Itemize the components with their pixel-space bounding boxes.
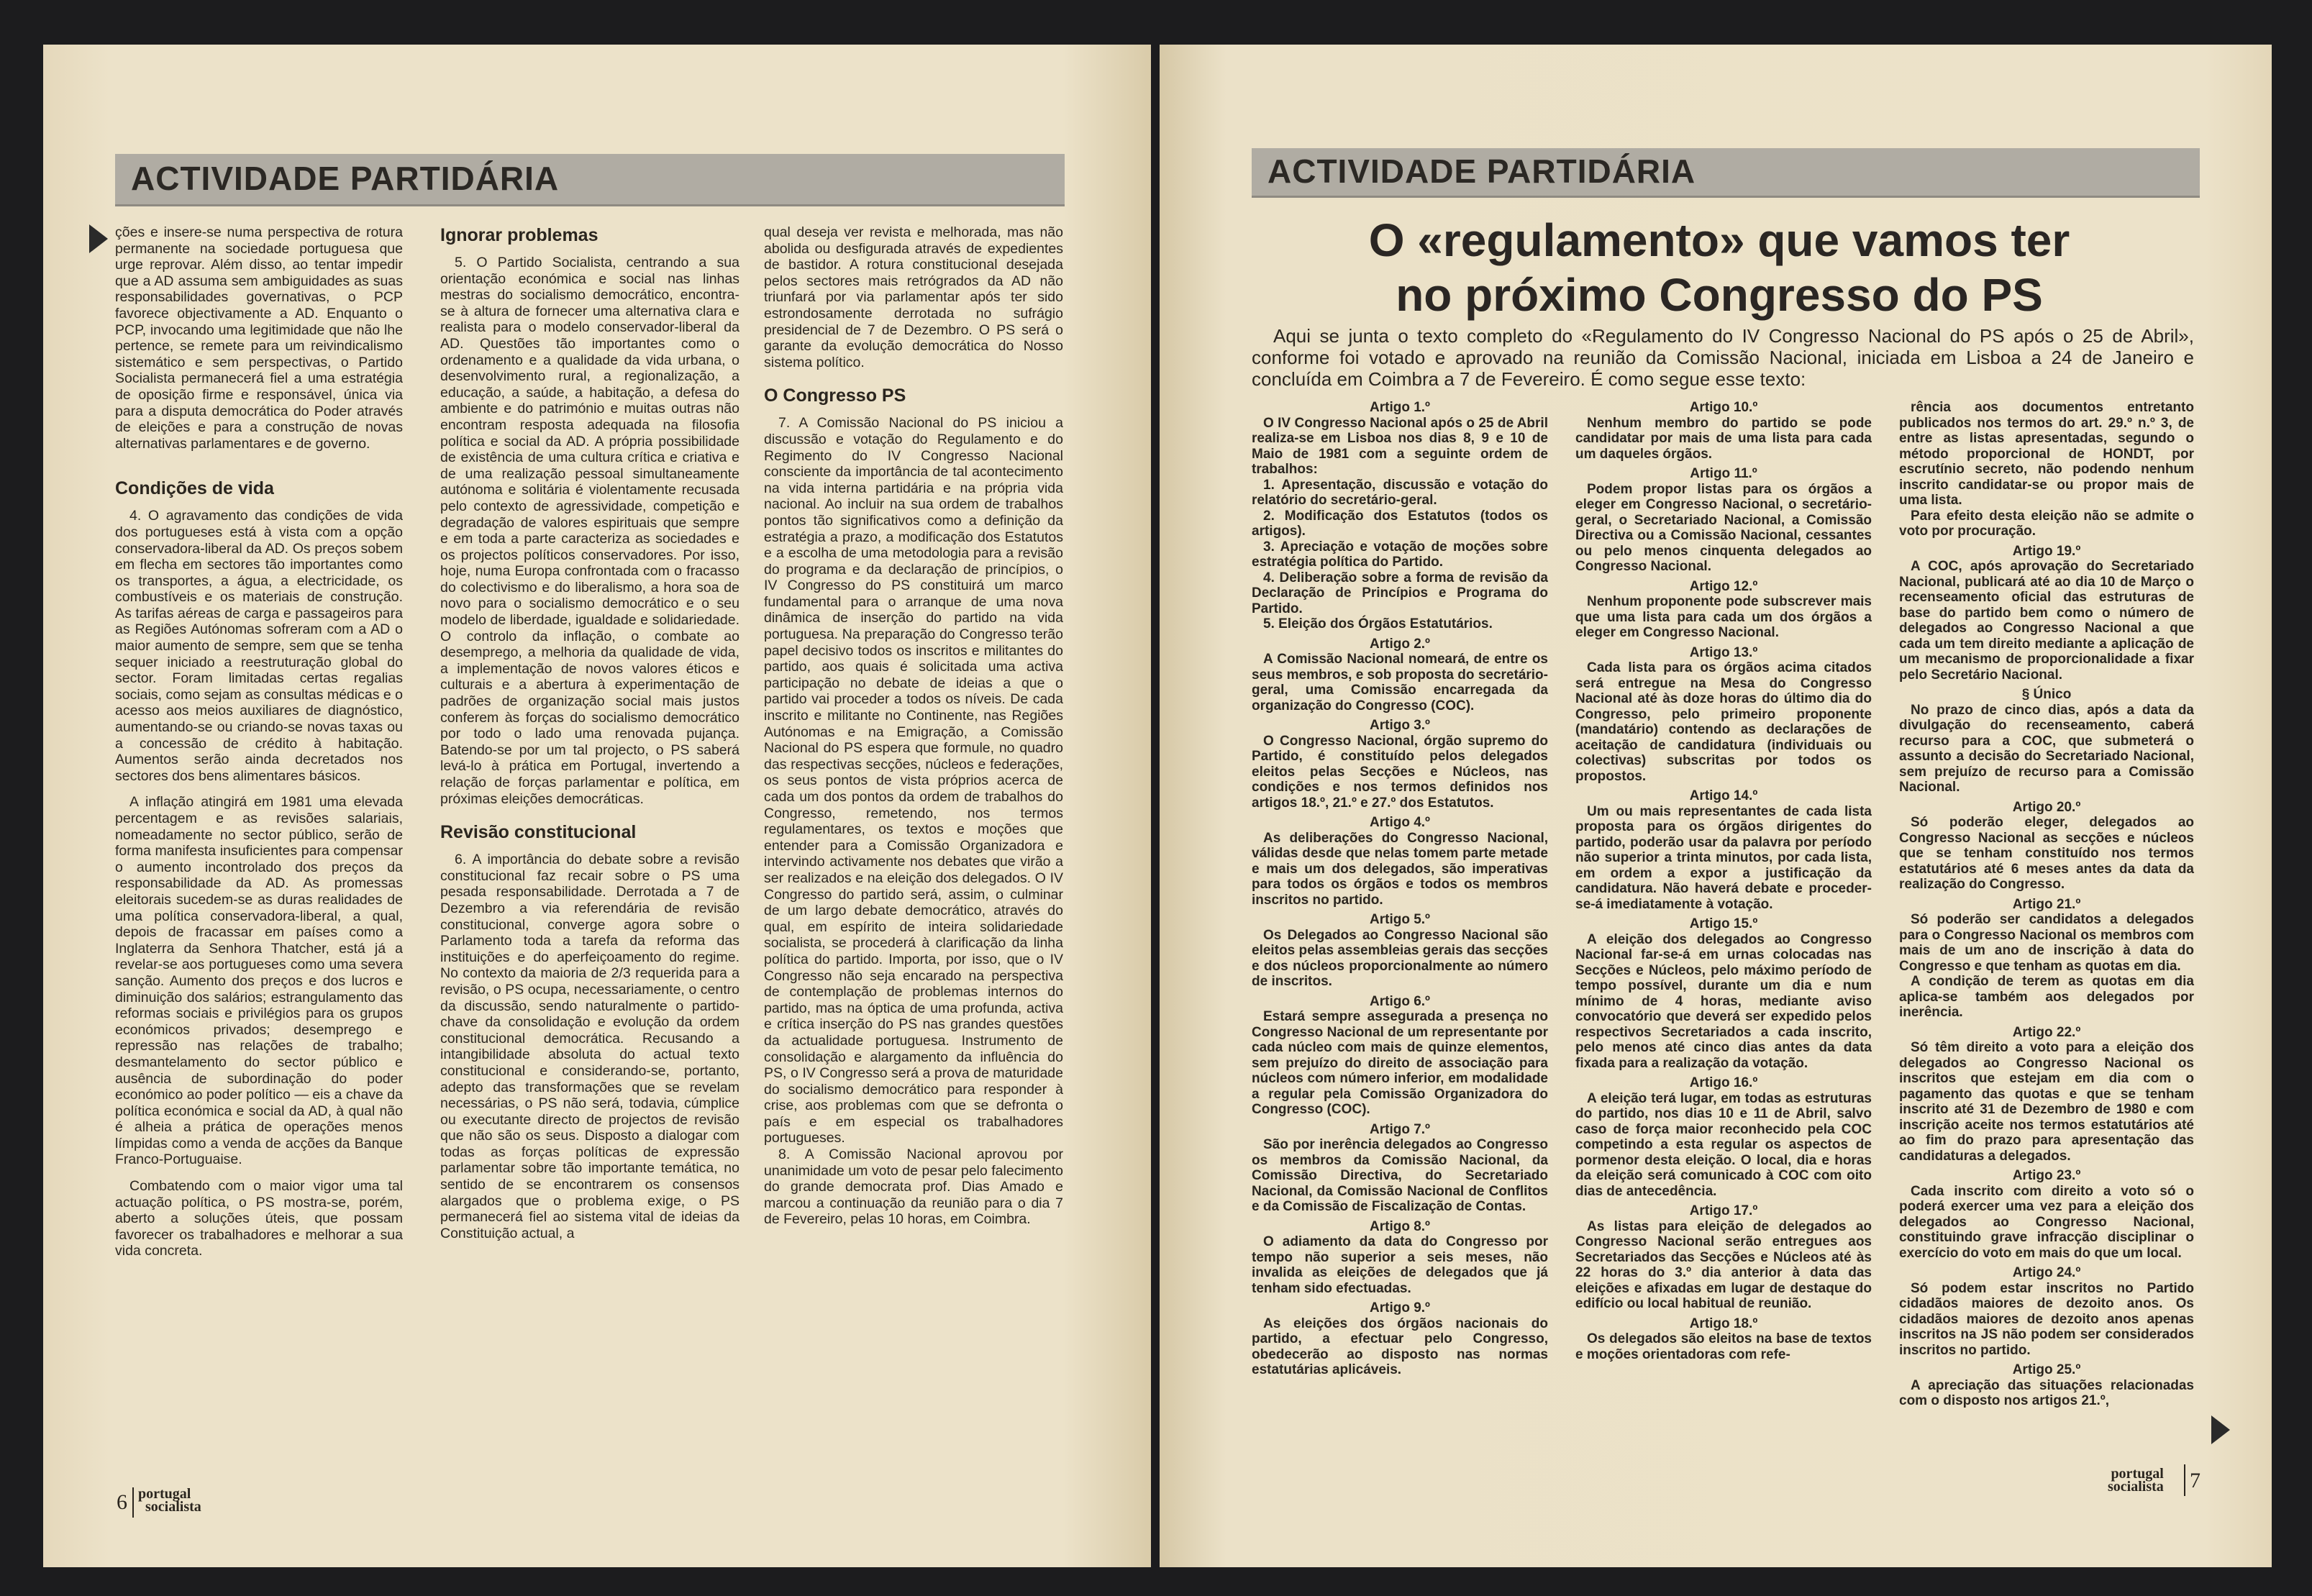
headline-line-1: O «regulamento» que vamos ter <box>1368 214 2070 266</box>
article-paragraph: As listas para eleição de delegados ao Congresso Nacional serão entregues aos Secretariados das Secções e Núcleos até às 22 horas do 3.º dia anterior à data das eleições e afixadas em lugar de destaque do edifício ou local habitual de reunião. <box>1575 1218 1872 1311</box>
intro-paragraph <box>1252 325 2194 390</box>
left-logo-rule <box>132 1487 134 1518</box>
left-col1-p2: 4. O agravamento das condições de vida dos portugueses está à vista com a opção conservadora-liberal da AD. Os preços sobem em flecha em sectores tão importantes como os transportes, a água, a electricidade, os combustíveis e os materiais de construção. As tarifas aéreas de carga e passageiros para as Regiões Autónomas sofreram com a AD o maior aumento de sempre, sem que se tenha sequer iniciado a reestruturação global do sector. Foram limitadas certas regalias sociais, como sejam as consultas médicas e o acesso aos meios auxiliares de diagnóstico, aumentando-se ou criando-se novas taxas ou a concessão de crédito à habitação. Aumentos serão ainda decretados nos sectores dos bens alimentares básicos. <box>115 508 403 784</box>
article-heading: Artigo 3.º <box>1370 718 1430 733</box>
article-heading: Artigo 21.º <box>2012 896 2081 912</box>
article-paragraph: Os Delegados ao Congresso Nacional são eleitos pelas assembleias gerais das secções e dos núcleos proporcionalmente ao número de inscritos. <box>1252 927 1548 989</box>
article-heading: Artigo 11.º <box>1690 466 1757 481</box>
article-heading: Artigo 12.º <box>1689 578 1758 594</box>
article-heading: Artigo 1.º <box>1370 400 1430 415</box>
article-heading: Artigo 24.º <box>2012 1265 2081 1280</box>
article-heading: Artigo 23.º <box>2012 1168 2081 1183</box>
article-heading: § Único <box>2021 687 2072 702</box>
left-logo-line2: socialista <box>145 1499 201 1515</box>
article-paragraph: As eleições dos órgãos nacionais do partido, a efectuar pelo Congresso, obedecerão ao disposto nas normas estatutárias aplicáveis. <box>1252 1315 1548 1377</box>
right-page-number: 7 <box>2190 1469 2201 1492</box>
article-paragraph: A eleição dos delegados ao Congresso Nacional far-se-á em urnas colocadas nas Secções e Núcleos, pelo máximo período de tempo possível, durante um dia e num mínimo de 4 horas, mediante aviso convocatório que deverá ser expedido pelos respectivos Secretariados a cada inscrito, pelo menos até cinco dias antes da data fixada para a realização da votação. <box>1575 931 1872 1071</box>
left-col3-subheading: O Congresso PS <box>764 386 906 406</box>
left-col1-p1: ções e insere-se numa perspectiva de rotura permanente na sociedade portuguesa que urge reprovar. Além disso, ao tentar impedir que a AD assuma sem ambiguidades as suas responsabilidades governativas, o PCP favorece objectivamente a AD. Enquanto o PCP, invocando uma legitimidade que não lhe pertence, se remete para um reivindicalismo sistemático e sem perspectivas, o Partido Socialista permanecerá fiel a uma estratégia de oposição firme e responsável, única via para a disputa democrática do Poder através de eleições e para a construção de novas alternativas parlamentares e de governo. <box>115 224 403 452</box>
article-paragraph: O Congresso Nacional, órgão supremo do Partido, é constituído pelos delegados eleitos pelas Secções e Núcleos, nas condições e nos termos definidos nos artigos 18.º, 21.º e 27.º dos Estatutos. <box>1252 733 1548 811</box>
right-logo-line1: portugal <box>2111 1466 2164 1482</box>
left-column-1 <box>115 224 403 1259</box>
article-heading: Artigo 25.º <box>2012 1362 2081 1377</box>
left-section-bar <box>115 154 1065 206</box>
right-section-bar <box>1252 148 2200 198</box>
article-heading: Artigo 22.º <box>2012 1024 2081 1040</box>
article-heading: Artigo 8.º <box>1370 1218 1430 1234</box>
article-paragraph: Nenhum proponente pode subscrever mais que uma lista para cada um dos órgãos a eleger em Congresso Nacional. <box>1575 594 1872 640</box>
article-heading: Artigo 17.º <box>1689 1203 1758 1218</box>
article-paragraph: As deliberações do Congresso Nacional, válidas desde que nelas tomem parte metade e mais um dos delegados, são imperativas para todos os órgãos e todos os membros inscritos no partido. <box>1252 830 1548 908</box>
article-paragraph: O adiamento da data do Congresso por tempo não superior a seis meses, não invalida as eleições de delegados que já tenham sido efectuadas. <box>1252 1234 1548 1296</box>
article-paragraph: Estará sempre assegurada a presença no Congresso Nacional de um representante por cada núcleo com mais de quinze elementos, sem prejuízo do direito de associação para núcleos com número inferior, em modalidade a regular pela Comissão Organizadora do Congresso (COC). <box>1252 1009 1548 1117</box>
left-logo-line1: portugal <box>138 1486 191 1502</box>
article-heading: Artigo 5.º <box>1370 912 1430 927</box>
article-paragraph: A Comissão Nacional nomeará, de entre os seus membros, e sob proposta do secretário-geral, uma Comissão encarregada da organização do Congresso (COC). <box>1252 652 1548 713</box>
article-paragraph: Cada inscrito com direito a voto só o poderá exercer uma vez para a eleição dos delegados ao Congresso Nacional, constituindo grave infracção disciplinar o exercício do voto em mais do que um local. <box>1899 1183 2194 1261</box>
intro-text: Aqui se junta o texto completo do «Regulamento do IV Congresso Nacional do PS após o 25 de Abril», conforme foi votado e aprovado na reunião da Comissão Nacional, iniciada em Lisboa a 24 de Janeiro e concluída em Coimbra a 7 de Fevereiro. É como segue esse texto: <box>1252 325 2194 390</box>
left-col2-subheading-2: Revisão constitucional <box>440 822 637 843</box>
article-heading: Artigo 14.º <box>1689 788 1758 803</box>
article-paragraph: Para efeito desta eleição não se admite o voto por procuração. <box>1899 508 2194 539</box>
article-heading: Artigo 20.º <box>2012 799 2081 815</box>
left-col1-p3: A inflação atingirá em 1981 uma elevada percentagem e as revisões salariais, nomeadamente no sector público, serão de forma manifesta insuficientes para compensar o aumento incontrolado dos preços da responsabilidade da AD. As promessas eleitorais sucedem-se as duras realidades de uma política conservadora-liberal, a qual, depois de fracassar em países como a Inglaterra da Senhora Thatcher, está já a revelar-se aos portugueses como uma severa sanção. Aumento dos preços e dos lucros e diminuição dos salários; estrangulamento das reformas sociais e privilégios para os grupos económicos privados; desemprego e repressão nas relações de trabalho; desmantelamento do sector público e ausência de subordinação do poder económico ao poder político — eis a chave da política económica e social da AD, à qual não é alheia a prática de operações menos límpidas como a venda de acções da Banque Franco-Portuguaise. <box>115 794 403 1168</box>
right-column-1 <box>1252 400 1548 1378</box>
article-paragraph: Só têm direito a voto para a eleição dos delegados ao Congresso Nacional os inscritos que estejam em dia com o pagamento das quotas e que se tenham inscrito até 31 de Dezembro de 1980 e com inscrição aceite nos termos estatutários até ao fim do prazo para apresentação das candidaturas a delegados. <box>1899 1040 2194 1164</box>
article-paragraph: 1. Apresentação, discussão e votação do relatório do secretário-geral. <box>1252 477 1548 508</box>
article-paragraph: A eleição terá lugar, em todas as estruturas do partido, nos dias 10 e 11 de Abril, salvo caso de força maior reconhecido pela COC competindo a esta regular os aspectos de pormenor desta eleição. O local, dia e horas da eleição será comunicado à COC com oito dias de antecedência. <box>1575 1090 1872 1199</box>
left-column-2 <box>440 224 739 1241</box>
article-paragraph: Cada lista para os órgãos acima citados será entregue na Mesa do Congresso Nacional até às doze horas do último dia do Congresso, pelo primeiro proponente (mandatário) contendo as declarações de aceitação de candidatura (individuais ou colectivas) subscritas por todos os propostos. <box>1575 660 1872 784</box>
triangle-right-icon <box>89 224 108 253</box>
headline-line-2: no próximo Congresso do PS <box>1396 269 2043 321</box>
left-col2-p1: 5. O Partido Socialista, centrando a sua orientação económica e social nas linhas mestras do socialismo democrático, encontra-se à altura de fornecer uma alternativa clara e realista para o modelo conservador-liberal da AD. Questões tão importantes como o ordenamento e a qualidade da vida urbana, o desenvolvimento rural, a regionalização, a educação, a saúde, a habitação, a defesa do ambiente e do património e muitas outras não encontram resposta adequada na filosofia política e social da AD. A própria possibilidade de existência de uma cultura crítica e criativa e de uma realização pessoal simultaneamente autónoma e solitária é violentamente recusada pelo contexto de agressividade, competição e degradação de valores espirituais que sempre e em toda a parte caracteriza as sociedades e os projectos políticos conservadores. Por isso, hoje, numa Europa confrontada com o fracasso do colectivismo e do liberalismo, a hora soa de novo para o socialismo democrático e o seu modelo de liberdade, igualdade e solidariedade. O controlo da inflação, o combate ao desemprego, a melhoria da qualidade de vida, a implementação de novos valores éticos e culturais e a abertura à experimentação de padrões de organização social mais justos conferem às forças do socialismo democrático por todo o lado uma renovada pujança. Batendo-se por um tal projecto, o PS saberá levá-lo à prática em Portugal, invertendo a relação de forças parlamentar e política, em próximas eleições democráticas. <box>440 255 739 807</box>
article-heading: Artigo 10.º <box>1689 400 1758 415</box>
article-paragraph: A COC, após aprovação do Secretariado Nacional, publicará até ao dia 10 de Março o recenseamento oficial das estruturas de base do partido bem como o número de delegados ao Congresso Nacional a que cada um tem direito mediante a aplicação de um mecanismo de proporcionalidade a fixar pelo Secretário Nacional. <box>1899 559 2194 683</box>
triangle-right-icon <box>2211 1415 2230 1444</box>
left-col1-p4: Combatendo com o maior vigor uma tal actuação política, o PS mostra-se, porém, aberto a soluções úteis, que possam favorecer os trabalhadores e melhorar a sua vida concreta. <box>115 1178 403 1259</box>
article-heading: Artigo 16.º <box>1689 1075 1758 1090</box>
left-col1-subheading: Condições de vida <box>115 478 274 499</box>
article-paragraph: A condição de terem as quotas em dia aplica-se também aos delegados por inerência. <box>1899 974 2194 1020</box>
left-column-3 <box>764 224 1063 1228</box>
article-paragraph: Um ou mais representantes de cada lista proposta para os órgãos dirigentes do partido, poderão usar da palavra por período não superior a trinta minutos, por cada lista, em ordem a expor a justificação da candidatura. Não haverá debate e proceder-se-á imediatamente à votação. <box>1575 803 1872 912</box>
article-heading: Artigo 6.º <box>1370 993 1430 1009</box>
article-paragraph: rência aos documentos entretanto publicados nos termos do art. 29.º n.º 3, de entre as listas apresentadas, segundo o método proporcional de HONDT, por escrutínio secreto, não podendo nenhum inscrito candidatar-se ou propor mais de uma lista. <box>1899 400 2194 508</box>
article-paragraph: 3. Apreciação e votação de moções sobre estratégia política do Partido. <box>1252 539 1548 570</box>
article-paragraph: Os delegados são eleitos na base de textos e moções orientadoras com refe- <box>1575 1331 1872 1362</box>
left-logo <box>138 1487 201 1513</box>
article-heading: Artigo 13.º <box>1689 644 1758 660</box>
article-paragraph: Podem propor listas para os órgãos a eleger em Congresso Nacional, o secretário-geral, o Secretariado Nacional, a Comissão Directiva ou a Comissão Nacional, cessantes ou pelo menos cinquenta delegados ao Congresso Nacional. <box>1575 481 1872 574</box>
left-col2-subheading-1: Ignorar problemas <box>440 225 599 245</box>
article-paragraph: 2. Modificação dos Estatutos (todos os artigos). <box>1252 508 1548 539</box>
article-paragraph: 5. Eleição dos Órgãos Estatutários. <box>1263 616 1493 631</box>
left-col3-p2: 7. A Comissão Nacional do PS iniciou a discussão e votação do Regulamento e do Regimento do IV Congresso Nacional consciente da importância de tal acontecimento na vida interna partidária e na própria vida nacional. Ao incluir na sua ordem de trabalhos pontos tão significativos como a definição da estratégia a prazo, a modificação dos Estatutos e a escolha de uma metodologia para a revisão do programa e da declaração de princípios, o IV Congresso do PS constituirá um marco fundamental para o arranque de uma nova dinâmica de inserção do partido na vida portuguesa. Na preparação do Congresso terão papel decisivo todos os inscritos e militantes do partido, aos quais é solicitada uma activa participação no debate de ideias a que o partido vai proceder a todos os níveis. De cada inscrito e militante no Continente, nas Regiões Autónomas e na Emigração, a Comissão Nacional do PS espera que formule, no quadro das respectivas secções, núcleos e federações, os seus pontos de vista próprios acerca de cada um dos pontos da ordem de trabalhos do Congresso, remetendo, nos termos regulamentares, os textos e moções que entender para a Comissão Organizadora e intervindo activamente nos debates que virão a ser realizados e na eleição dos delegados. O IV Congresso do partido será, assim, o culminar de um largo debate democrático, através do qual, em espírito de inteira solidariedade socialista, se procederá à clarificação da linha política do partido. Importa, por isso, que o IV Congresso não seja encarado na perspectiva de contemplação de problemas internos do partido, mas na óptica de uma profunda, activa e crítica inserção do PS nas grandes questões da actualidade portuguesa. Instrumento de consolidação e alargamento da influência do PS, o IV Congresso será a prova de maturidade do socialismo democrático para responder à crise, aos problemas com que se defronta o país e em especial os trabalhadores portugueses. <box>764 415 1063 1146</box>
article-heading: Artigo 19.º <box>2012 543 2081 559</box>
article-paragraph: O IV Congresso Nacional após o 25 de Abril realiza-se em Lisboa nos dias 8, 9 e 10 de Maio de 1981 com a seguinte ordem de trabalhos: <box>1252 415 1548 477</box>
right-section-title: ACTIVIDADE PARTIDÁRIA <box>1267 152 1696 190</box>
article-heading: Artigo 9.º <box>1370 1300 1430 1315</box>
left-col3-p1: qual deseja ver revista e melhorada, mas não abolida ou desfigurada através de expedientes de bastidor. A rotura constitucional desejada pelos sectores mais retrógrados da AD não triunfará por via parlamentar após ter sido estrondosamente derrotada no sufrágio presidencial de 7 de Dezembro. O PS será o garante da evolução democrática do Nosso sistema político. <box>764 224 1063 370</box>
left-page-number: 6 <box>117 1490 127 1514</box>
article-paragraph: 4. Deliberação sobre a forma de revisão da Declaração de Princípios e Programa do Partido. <box>1252 570 1548 616</box>
article-heading: Artigo 7.º <box>1370 1121 1430 1137</box>
article-paragraph: No prazo de cinco dias, após a data da divulgação do recenseamento, caberá recurso para a COC, que submeterá o assunto a decisão do Secretariado Nacional, sem prejuízo de recurso para a Comissão Nacional. <box>1899 702 2194 795</box>
article-paragraph: A apreciação das situações relacionadas com o disposto nos artigos 21.º, <box>1899 1377 2194 1408</box>
right-logo-rule <box>2184 1464 2185 1496</box>
article-paragraph: Só poderão eleger, delegados ao Congresso Nacional as secções e núcleos que se tenham constituído nos termos estatutários até 6 meses antes da data da realização do Congresso. <box>1899 815 2194 892</box>
right-logo-line2: socialista <box>2108 1479 2164 1495</box>
left-section-title: ACTIVIDADE PARTIDÁRIA <box>131 160 560 197</box>
left-col2-p2: 6. A importância do debate sobre a revisão constitucional faz recair sobre o PS uma pesada responsabilidade. Derrotada a 7 de Dezembro a via referendária de revisão constitucional, converge agora sobre o Parlamento toda a tarefa da reforma das instituições e do aperfeiçoamento do regime. No contexto da maioria de 2/3 requerida para a revisão, o PS ocupa, necessariamente, o centro da discussão, sendo naturalmente o partido-chave da consolidação e evolução da ordem constitucional democrática. Recusando a intangibilidade absoluta do actual texto constitucional e considerando-se, portanto, adepto das transformações que se revelam necessárias, o PS não será, todavia, cúmplice ou executante directo de projectos de revisão que não são os seus. Disposto a dialogar com todas as forças políticas de expressão parlamentar sobre tão importante temática, no sentido de se encontrarem os consensos alargados que o problema exige, o PS permanecerá fiel ao sistema vital de ideias da Constituição actual, a <box>440 852 739 1241</box>
article-paragraph: Nenhum membro do partido se pode candidatar por mais de uma lista para cada um daqueles órgãos. <box>1575 415 1872 462</box>
article-paragraph: São por inerência delegados ao Congresso os membros da Comissão Nacional, da Comissão Directiva, do Secretariado Nacional, da Comissão Nacional de Conflitos e da Comissão de Fiscalização de Contas. <box>1252 1137 1548 1214</box>
right-column-2 <box>1575 400 1872 1362</box>
right-logo <box>2108 1467 2164 1493</box>
article-heading: Artigo 18.º <box>1689 1315 1758 1331</box>
left-col3-p3: 8. A Comissão Nacional aprovou por unanimidade um voto de pesar pelo falecimento do grande democrata prof. Dias Amado e marcou a continuação da reunião para o dia 7 de Fevereiro, pelas 10 horas, em Coimbra. <box>764 1146 1063 1228</box>
article-paragraph: Só podem estar inscritos no Partido cidadãos maiores de dezoito anos. Os cidadãos maiores de dezoito anos apenas inscritos na JS não podem ser considerados inscritos no partido. <box>1899 1280 2194 1358</box>
right-column-3 <box>1899 400 2194 1409</box>
article-paragraph: Só poderão ser candidatos a delegados para o Congresso Nacional os membros com mais de um ano de inscrição à data do Congresso e que tenham as quotas em dia. <box>1899 912 2194 974</box>
article-heading: Artigo 4.º <box>1370 815 1430 830</box>
headline <box>1244 213 2194 322</box>
article-heading: Artigo 2.º <box>1370 636 1430 652</box>
article-heading: Artigo 15.º <box>1689 916 1758 931</box>
